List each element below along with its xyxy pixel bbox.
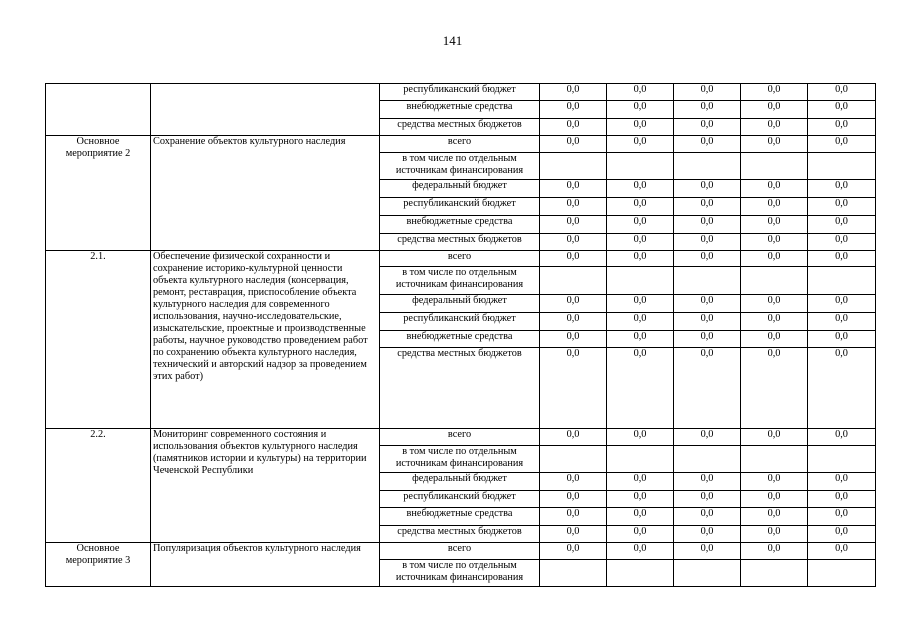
value-cell: 0,0 xyxy=(808,216,876,234)
source-cell: в том числе по отдельным источникам финансирования xyxy=(380,560,540,587)
value-cell: 0,0 xyxy=(607,136,674,153)
value-cell: 0,0 xyxy=(674,234,741,251)
value-cell: 0,0 xyxy=(540,348,607,429)
value-cell: 0,0 xyxy=(674,119,741,136)
source-cell: республиканский бюджет xyxy=(380,491,540,508)
activity-code-cell: Основное мероприятие 2 xyxy=(46,136,151,251)
value-cell: 0,0 xyxy=(808,508,876,526)
source-cell: всего xyxy=(380,251,540,267)
activity-name-cell xyxy=(151,84,380,136)
value-cell xyxy=(808,267,876,295)
activity-name-cell: Обеспечение физической сохранности и сохранение историко-культурной ценности объекта культурного наследия (консервация, ремонт, реставрация, приспособление объекта культурного наследия для современного использования, научно-исследовательские, изыскательские, проектные и производственные работы, научное руководство проведением работ по сохранению объекта культурного наследия, технический и авторский надзор за проведением этих работ) xyxy=(151,251,380,429)
value-cell: 0,0 xyxy=(741,429,808,446)
value-cell: 0,0 xyxy=(607,331,674,348)
value-cell xyxy=(674,560,741,587)
value-cell: 0,0 xyxy=(741,295,808,313)
value-cell: 0,0 xyxy=(674,84,741,101)
value-cell: 0,0 xyxy=(741,84,808,101)
source-cell: внебюджетные средства xyxy=(380,508,540,526)
value-cell: 0,0 xyxy=(607,234,674,251)
value-cell: 0,0 xyxy=(540,234,607,251)
source-cell: средства местных бюджетов xyxy=(380,348,540,429)
value-cell xyxy=(741,560,808,587)
value-cell: 0,0 xyxy=(674,180,741,198)
value-cell: 0,0 xyxy=(741,331,808,348)
value-cell: 0,0 xyxy=(741,180,808,198)
value-cell xyxy=(741,267,808,295)
value-cell: 0,0 xyxy=(540,429,607,446)
value-cell xyxy=(808,153,876,180)
value-cell: 0,0 xyxy=(674,429,741,446)
value-cell xyxy=(607,153,674,180)
value-cell: 0,0 xyxy=(741,136,808,153)
budget-table xyxy=(45,83,876,587)
source-cell: внебюджетные средства xyxy=(380,331,540,348)
source-cell: федеральный бюджет xyxy=(380,295,540,313)
value-cell xyxy=(607,560,674,587)
value-cell: 0,0 xyxy=(607,101,674,119)
source-cell: в том числе по отдельным источникам финансирования xyxy=(380,446,540,473)
value-cell: 0,0 xyxy=(741,216,808,234)
value-cell: 0,0 xyxy=(674,251,741,267)
value-cell: 0,0 xyxy=(741,473,808,491)
value-cell: 0,0 xyxy=(607,473,674,491)
source-cell: внебюджетные средства xyxy=(380,101,540,119)
source-cell: федеральный бюджет xyxy=(380,180,540,198)
value-cell: 0,0 xyxy=(674,198,741,216)
table-row xyxy=(46,136,876,153)
value-cell: 0,0 xyxy=(741,251,808,267)
value-cell: 0,0 xyxy=(540,136,607,153)
value-cell: 0,0 xyxy=(607,295,674,313)
value-cell: 0,0 xyxy=(674,543,741,560)
value-cell: 0,0 xyxy=(808,180,876,198)
value-cell: 0,0 xyxy=(674,313,741,331)
source-cell: внебюджетные средства xyxy=(380,216,540,234)
source-cell: федеральный бюджет xyxy=(380,473,540,491)
value-cell xyxy=(808,446,876,473)
activity-code-cell: 2.1. xyxy=(46,251,151,429)
value-cell: 0,0 xyxy=(674,491,741,508)
value-cell: 0,0 xyxy=(674,331,741,348)
value-cell: 0,0 xyxy=(674,101,741,119)
source-cell: республиканский бюджет xyxy=(380,313,540,331)
value-cell: 0,0 xyxy=(540,180,607,198)
value-cell: 0,0 xyxy=(741,526,808,543)
value-cell: 0,0 xyxy=(607,198,674,216)
table-row xyxy=(46,84,876,101)
activity-code-cell: Основное мероприятие 3 xyxy=(46,543,151,587)
source-cell: средства местных бюджетов xyxy=(380,119,540,136)
value-cell: 0,0 xyxy=(674,295,741,313)
value-cell: 0,0 xyxy=(741,348,808,429)
value-cell: 0,0 xyxy=(741,101,808,119)
value-cell: 0,0 xyxy=(607,526,674,543)
value-cell: 0,0 xyxy=(540,295,607,313)
value-cell xyxy=(607,446,674,473)
table-row xyxy=(46,251,876,267)
value-cell: 0,0 xyxy=(674,136,741,153)
source-cell: республиканский бюджет xyxy=(380,198,540,216)
value-cell: 0,0 xyxy=(540,251,607,267)
value-cell: 0,0 xyxy=(540,216,607,234)
value-cell xyxy=(607,267,674,295)
value-cell: 0,0 xyxy=(674,473,741,491)
value-cell xyxy=(674,153,741,180)
value-cell: 0,0 xyxy=(741,198,808,216)
value-cell xyxy=(674,446,741,473)
source-cell: всего xyxy=(380,136,540,153)
value-cell: 0,0 xyxy=(540,543,607,560)
value-cell: 0,0 xyxy=(808,429,876,446)
value-cell: 0,0 xyxy=(540,198,607,216)
value-cell: 0,0 xyxy=(808,295,876,313)
value-cell: 0,0 xyxy=(808,101,876,119)
value-cell: 0,0 xyxy=(741,234,808,251)
value-cell: 0,0 xyxy=(540,84,607,101)
value-cell: 0,0 xyxy=(808,348,876,429)
activity-name-cell: Популяризация объектов культурного наследия xyxy=(151,543,380,587)
value-cell xyxy=(540,153,607,180)
value-cell: 0,0 xyxy=(607,348,674,429)
value-cell: 0,0 xyxy=(808,198,876,216)
value-cell xyxy=(808,560,876,587)
value-cell: 0,0 xyxy=(741,543,808,560)
value-cell: 0,0 xyxy=(607,84,674,101)
source-cell: средства местных бюджетов xyxy=(380,234,540,251)
source-cell: всего xyxy=(380,429,540,446)
value-cell: 0,0 xyxy=(808,251,876,267)
value-cell: 0,0 xyxy=(741,313,808,331)
value-cell: 0,0 xyxy=(607,491,674,508)
value-cell: 0,0 xyxy=(607,216,674,234)
value-cell: 0,0 xyxy=(607,313,674,331)
source-cell: всего xyxy=(380,543,540,560)
source-cell: в том числе по отдельным источникам финансирования xyxy=(380,153,540,180)
value-cell: 0,0 xyxy=(607,429,674,446)
value-cell: 0,0 xyxy=(808,526,876,543)
value-cell: 0,0 xyxy=(808,136,876,153)
value-cell: 0,0 xyxy=(607,180,674,198)
value-cell: 0,0 xyxy=(540,508,607,526)
value-cell: 0,0 xyxy=(674,348,741,429)
activity-code-cell: 2.2. xyxy=(46,429,151,543)
page-number: 141 xyxy=(442,33,463,48)
value-cell xyxy=(741,153,808,180)
value-cell: 0,0 xyxy=(808,234,876,251)
value-cell: 0,0 xyxy=(674,508,741,526)
value-cell: 0,0 xyxy=(808,84,876,101)
value-cell: 0,0 xyxy=(674,526,741,543)
source-cell: республиканский бюджет xyxy=(380,84,540,101)
value-cell: 0,0 xyxy=(607,508,674,526)
value-cell: 0,0 xyxy=(540,491,607,508)
value-cell: 0,0 xyxy=(540,101,607,119)
value-cell xyxy=(741,446,808,473)
value-cell: 0,0 xyxy=(607,543,674,560)
value-cell xyxy=(540,267,607,295)
value-cell xyxy=(540,560,607,587)
value-cell: 0,0 xyxy=(808,331,876,348)
value-cell: 0,0 xyxy=(674,216,741,234)
value-cell: 0,0 xyxy=(540,473,607,491)
value-cell: 0,0 xyxy=(808,543,876,560)
value-cell: 0,0 xyxy=(741,119,808,136)
value-cell: 0,0 xyxy=(808,119,876,136)
value-cell xyxy=(674,267,741,295)
activity-name-cell: Мониторинг современного состояния и использования объектов культурного наследия (памятников истории и культуры) на территории Чеченской Республики xyxy=(151,429,380,543)
value-cell: 0,0 xyxy=(741,491,808,508)
table-row xyxy=(46,543,876,560)
value-cell xyxy=(540,446,607,473)
source-cell: средства местных бюджетов xyxy=(380,526,540,543)
value-cell: 0,0 xyxy=(741,508,808,526)
value-cell: 0,0 xyxy=(607,251,674,267)
value-cell: 0,0 xyxy=(540,313,607,331)
activity-code-cell xyxy=(46,84,151,136)
value-cell: 0,0 xyxy=(540,526,607,543)
value-cell: 0,0 xyxy=(808,491,876,508)
value-cell: 0,0 xyxy=(540,331,607,348)
value-cell: 0,0 xyxy=(607,119,674,136)
value-cell: 0,0 xyxy=(808,473,876,491)
source-cell: в том числе по отдельным источникам финансирования xyxy=(380,267,540,295)
table-row xyxy=(46,429,876,446)
value-cell: 0,0 xyxy=(540,119,607,136)
activity-name-cell: Сохранение объектов культурного наследия xyxy=(151,136,380,251)
value-cell: 0,0 xyxy=(808,313,876,331)
